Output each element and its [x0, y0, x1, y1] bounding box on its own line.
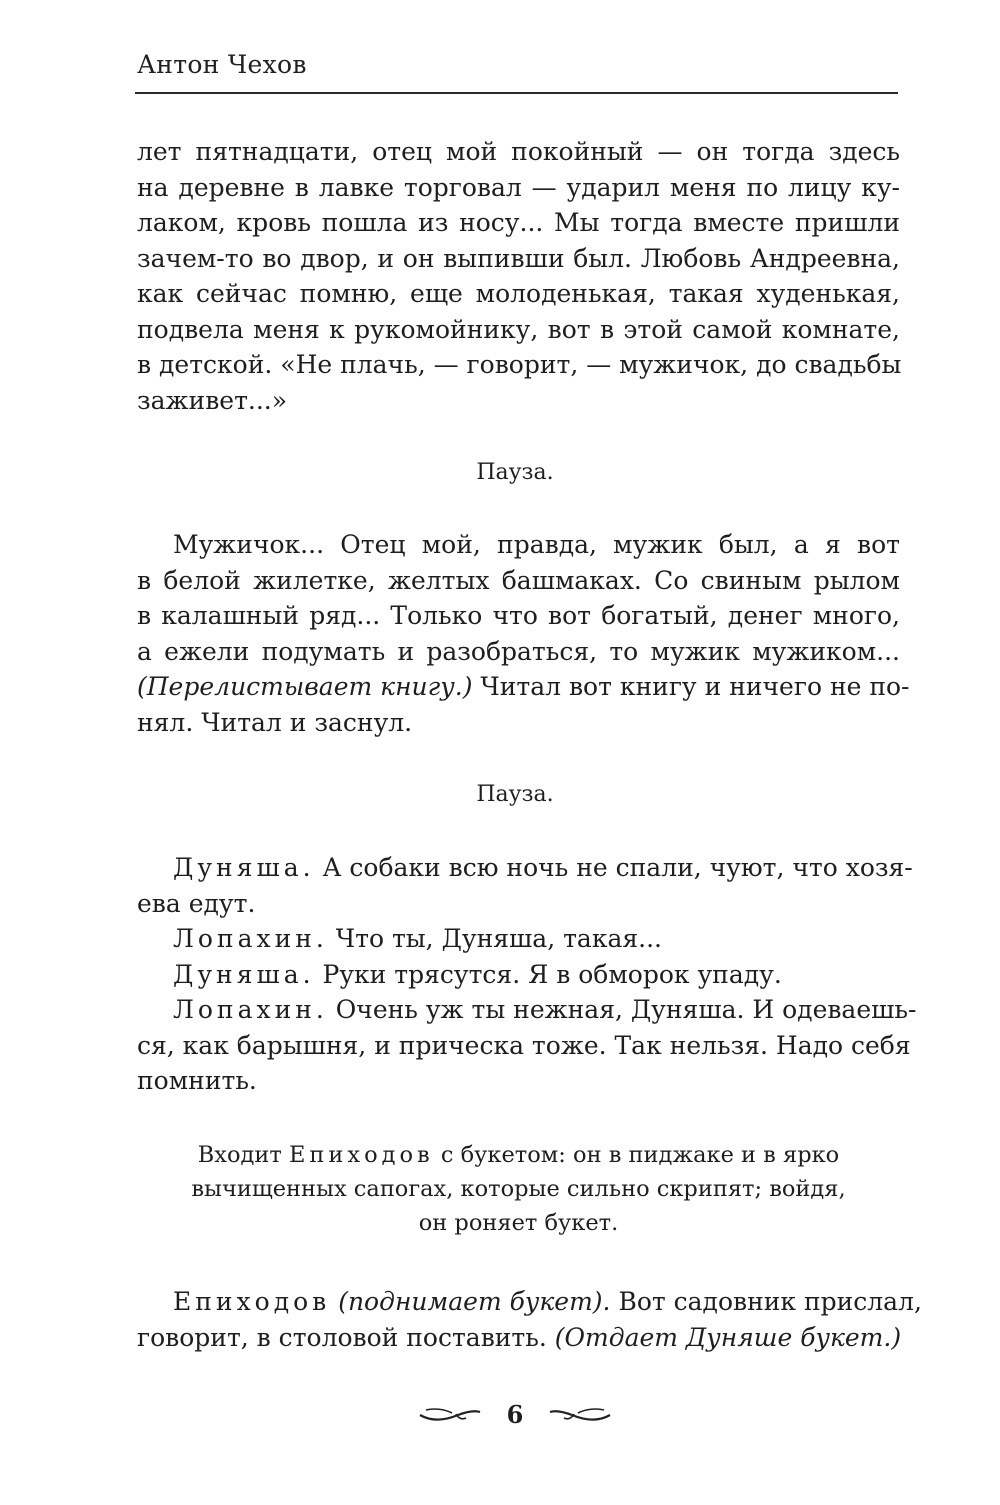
dialogue-block: [137, 850, 917, 1099]
stage-direction-inline: (поднимает букет).: [338, 1287, 611, 1316]
speech-text: Вот садовник прислал,: [610, 1287, 922, 1316]
pause-direction: Пауза.: [476, 782, 554, 807]
dialogue-line: [137, 957, 900, 993]
dialogue-line: [137, 1320, 900, 1356]
text-line: лет пятнадцати, отец мой покойный — он тогда здесь: [137, 137, 900, 166]
page-number: 6: [506, 1400, 524, 1429]
speech-text: Что ты, Дуняша, такая...: [327, 924, 662, 953]
header-rule: [135, 92, 898, 94]
text-line: подвела меня к рукомойнику, вот в этой самой комнате,: [137, 314, 900, 344]
running-head: Антон Чехов: [137, 50, 307, 79]
speaker-name: Дуняша.: [173, 853, 315, 882]
text-line: [137, 669, 910, 705]
dialogue-line: ся, как барышня, и прическа тоже. Так нельзя. Надо себя: [137, 1030, 911, 1060]
stage-direction-block: [137, 1138, 900, 1240]
stage-direction-line: он роняет букет.: [418, 1210, 619, 1236]
text-line: Мужичок... Отец мой, правда, мужик был, а я вот: [173, 530, 900, 559]
page-footer: [0, 1400, 1000, 1440]
speech-text: А собаки всю ночь не спали, чуют, что хозя-: [314, 853, 913, 882]
stage-direction-inline: (Отдает Дуняше букет.): [554, 1322, 902, 1352]
text-line: лаком, кровь пошла из носу... Мы тогда вместе пришли: [137, 208, 900, 237]
speech-text: Очень уж ты нежная, Дуняша. И одеваешь-: [327, 995, 917, 1024]
dialogue-line: ева едут.: [137, 888, 256, 918]
text-fragment: с букетом: он в пиджаке и в ярко: [433, 1142, 840, 1168]
stage-direction-line: вычищенных сапогах, которые сильно скрипят; войдя,: [191, 1176, 846, 1202]
speaker-name: Лопахин.: [173, 995, 328, 1024]
text-line: как сейчас помню, еще молоденькая, такая худенькая,: [137, 279, 900, 308]
character-name: Епиходов: [289, 1142, 434, 1168]
flourish-left-icon: [418, 1404, 482, 1426]
speaker-name: Лопахин.: [173, 924, 328, 953]
stage-direction-line: [137, 1138, 900, 1172]
text-line: зачем-то во двор, и он выпивши был. Любовь Андреевна,: [137, 243, 900, 273]
dialogue-line: [137, 1284, 922, 1320]
speaker-name: Дуняша.: [173, 959, 315, 989]
dialogue-line: [137, 992, 917, 1028]
text-line: а ежели подумать и разобраться, то мужик мужиком...: [137, 636, 900, 666]
dialogue-line: [137, 850, 913, 886]
text-fragment: Входит: [197, 1142, 289, 1168]
dialogue-line: помнить.: [137, 1066, 257, 1095]
text-fragment: Читал вот книгу и ничего не по-: [472, 672, 910, 701]
speech-text: Руки трясутся. Я в обморок упаду.: [314, 959, 782, 989]
text-line: в калашный ряд... Только что вот богатый, денег много,: [137, 601, 900, 630]
text-line: в белой жилетке, желтых башмаках. Со свиным рылом: [137, 565, 900, 595]
stage-direction-inline: (Перелистывает книгу.): [137, 672, 473, 701]
text-line: заживет...»: [137, 385, 288, 415]
flourish-right-icon: [548, 1404, 612, 1426]
paragraph-lopakhin-muzhik: [137, 527, 910, 740]
text-line: нял. Читал и заснул.: [137, 707, 413, 737]
paragraph-epikhodov: [137, 1284, 922, 1355]
speaker-name: Епиходов: [173, 1287, 331, 1316]
text-line: в детской. «Не плачь, — говорит, — мужичок, до свадьбы: [137, 350, 902, 379]
speech-text: говорит, в столовой поставить.: [137, 1322, 555, 1352]
pause-direction: Пауза.: [476, 460, 554, 485]
dialogue-line: [137, 921, 900, 957]
text-line: на деревне в лавке торговал — ударил меня по лицу ку-: [137, 172, 900, 202]
paragraph-lopakhin-memory: [137, 134, 900, 418]
